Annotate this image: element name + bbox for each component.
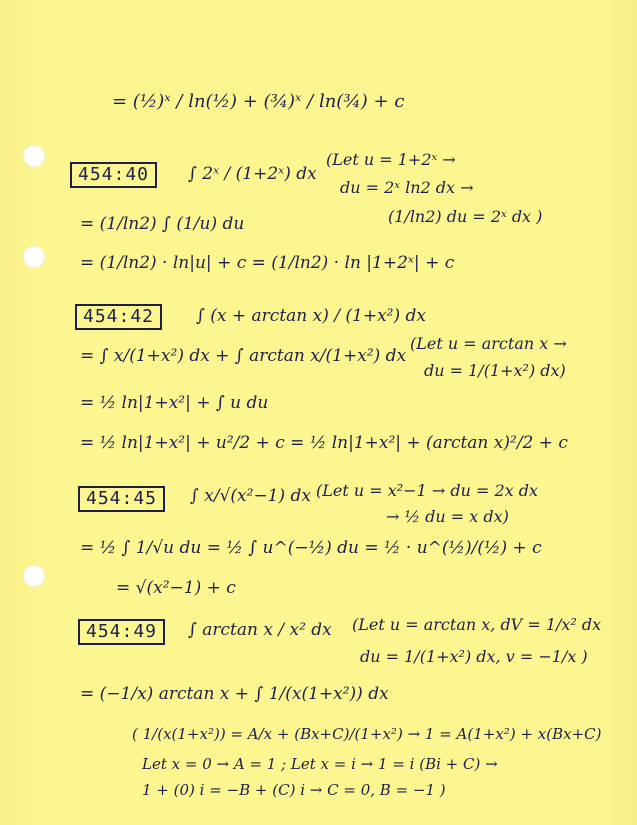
problem-label: 454:45	[78, 486, 165, 512]
substitution-note: du = 1/(1+x²) dx)	[424, 361, 566, 380]
substitution-note: (Let u = 1+2ˣ →	[326, 150, 456, 169]
substitution-note: (Let u = x²−1 → du = 2x dx	[316, 481, 539, 500]
substitution-note: (Let u = arctan x →	[410, 334, 567, 353]
equation-line: = ½ ln|1+x²| + ∫ u du	[80, 393, 269, 413]
substitution-note: du = 1/(1+x²) dx, v = −1/x )	[360, 647, 588, 666]
substitution-note: du = 2ˣ ln2 dx →	[340, 178, 474, 197]
equation-line: = ½ ∫ 1/√u du = ½ ∫ u^(−½) du = ½ · u^(½)/(½) + c	[80, 538, 542, 558]
equation-line: 1 + (0) i = −B + (C) i → C = 0, B = −1 )	[142, 781, 446, 799]
equation-line: = ½ ln|1+x²| + u²/2 + c = ½ ln|1+x²| + (arctan x)²/2 + c	[80, 433, 568, 453]
substitution-note: (Let u = arctan x, dV = 1/x² dx	[352, 615, 602, 634]
punch-hole	[23, 246, 45, 268]
equation-line: ( 1/(x(1+x²)) = A/x + (Bx+C)/(1+x²) → 1 = A(1+x²) + x(Bx+C)	[132, 725, 602, 743]
substitution-note: (1/ln2) du = 2ˣ dx )	[388, 207, 543, 226]
integral: ∫ x/√(x²−1) dx	[190, 486, 312, 506]
integral: ∫ arctan x / x² dx	[188, 620, 332, 640]
problem-label: 454:42	[75, 304, 162, 330]
problem-label: 454:40	[70, 162, 157, 188]
integral: ∫ (x + arctan x) / (1+x²) dx	[196, 306, 426, 326]
equation-line: = (1/ln2) ∫ (1/u) du	[80, 214, 245, 234]
punch-hole	[23, 145, 45, 167]
equation-line: = (½)ˣ / ln(½) + (¾)ˣ / ln(¾) + c	[112, 91, 405, 112]
substitution-note: → ½ du = x dx)	[386, 507, 509, 526]
equation-line: = (1/ln2) · ln|u| + c = (1/ln2) · ln |1+2ˣ| + c	[80, 253, 455, 273]
equation-line: = (−1/x) arctan x + ∫ 1/(x(1+x²)) dx	[80, 684, 389, 704]
equation-line: = ∫ x/(1+x²) dx + ∫ arctan x/(1+x²) dx	[80, 346, 407, 366]
punch-hole	[23, 565, 45, 587]
equation-line: = √(x²−1) + c	[116, 578, 236, 598]
problem-label: 454:49	[78, 619, 165, 645]
equation-line: Let x = 0 → A = 1 ; Let x = i → 1 = i (Bi + C) →	[142, 755, 498, 773]
integral: ∫ 2ˣ / (1+2ˣ) dx	[188, 164, 317, 184]
